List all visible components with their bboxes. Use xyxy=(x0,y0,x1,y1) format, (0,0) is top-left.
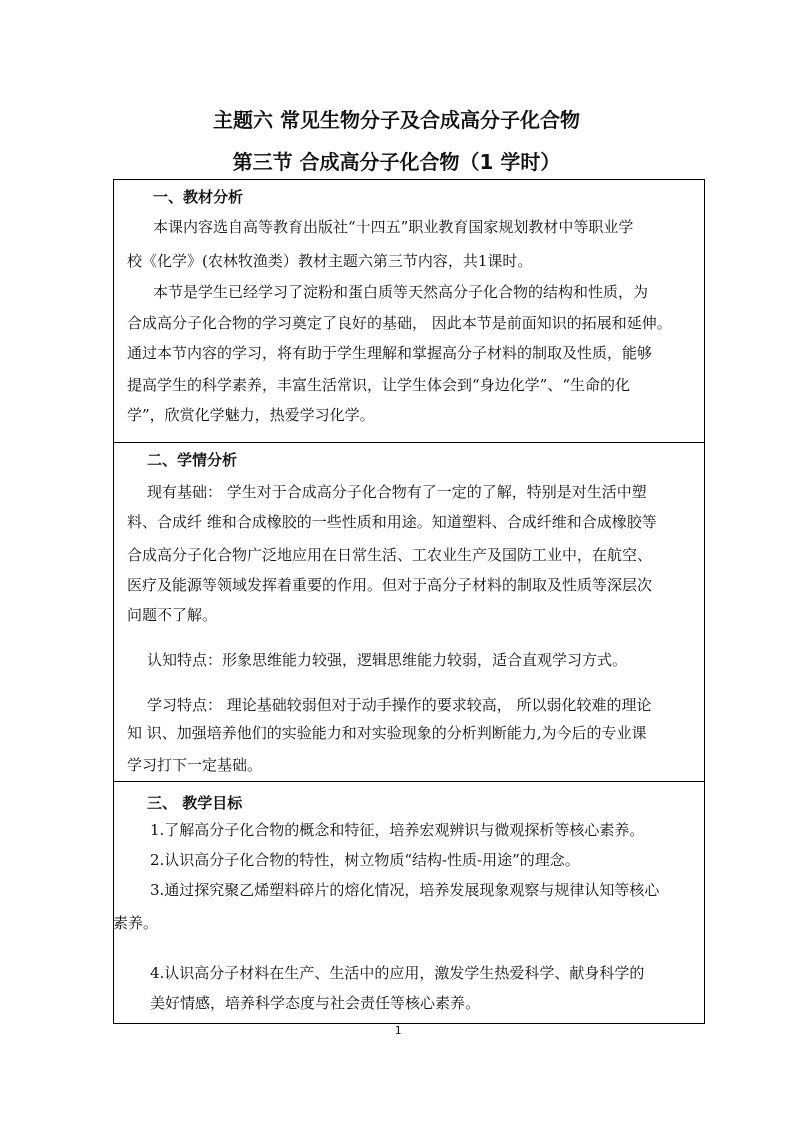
goal-item: 素养。 xyxy=(113,914,159,932)
paragraph-line: 学习打下一定基础。 xyxy=(127,756,263,774)
paragraph-line: 医疗及能源等领域发挥着重要的作用。但对于高分子材料的制取及性质等深层次 xyxy=(127,576,653,594)
paragraph-line: 学习特点： 理论基础较弱但对于动手操作的要求较高， 所以弱化较难的理论 xyxy=(147,696,652,714)
paragraph-line: 合成高分子化合物的学习奠定了良好的基础， 因此本节是前面知识的拓展和延伸。 xyxy=(127,314,672,332)
paragraph-line: 学”，欣赏化学魅力，热爱学习化学。 xyxy=(127,406,375,424)
section-heading: 二、学情分析 xyxy=(147,451,238,469)
paragraph-line: 问题不了解。 xyxy=(127,606,218,624)
goal-item: 2.认识高分子化合物的特性，树立物质“结构-性质-用途”的理念。 xyxy=(150,851,580,869)
section-teaching-goals xyxy=(113,781,705,1024)
paragraph-line: 合成高分子化合物广泛地应用在日常生活、工农业生产及国防工业中，在航空、 xyxy=(127,546,653,564)
paragraph-line: 料、合成纤 维和合成橡胶的一些性质和用途。知道塑料、合成纤维和合成橡胶等 xyxy=(127,513,657,531)
page-number: 1 xyxy=(394,1024,402,1037)
paragraph-line: 校《化学》(农林牧渔类）教材主题六第三节内容，共1课时。 xyxy=(127,252,533,270)
paragraph-line: 知 识、加强培养他们的实验能力和对实验现象的分析判断能力,为今后的专业课 xyxy=(127,724,647,742)
goal-item: 3.通过探究聚乙烯塑料碎片的熔化情况，培养发展现象观察与规律认知等核心 xyxy=(150,881,660,899)
paragraph-line: 本节是学生已经学习了淀粉和蛋白质等天然高分子化合物的结构和性质，为 xyxy=(153,283,649,301)
section-heading: 一、教材分析 xyxy=(153,188,244,206)
goal-item: 4.认识高分子材料在生产、生活中的应用，激发学生热爱科学、献身科学的 xyxy=(150,964,645,982)
section-heading: 三、 教学目标 xyxy=(147,794,243,812)
document-title: 主题六 常见生物分子及合成高分子化合物 xyxy=(213,108,580,132)
paragraph-line: 提高学生的科学素养，丰富生活常识，让学生体会到“身边化学”、“生命的化 xyxy=(127,376,631,394)
paragraph-line: 现有基础： 学生对于合成高分子化合物有了一定的了解，特别是对生活中塑 xyxy=(147,483,647,501)
paragraph-line: 本课内容选自高等教育出版社“十四五”职业教育国家规划教材中等职业学 xyxy=(153,218,634,236)
paragraph-line: 认知特点：形象思维能力较强，逻辑思维能力较弱，适合直观学习方式。 xyxy=(147,651,628,669)
paragraph-line: 通过本节内容的学习，将有助于学生理解和掌握高分子材料的制取及性质，能够 xyxy=(127,344,653,362)
goal-item: 美好情感，培养科学态度与社会责任等核心素养。 xyxy=(150,994,481,1012)
section-subtitle: 第三节 合成高分子化合物（1 学时） xyxy=(232,150,561,174)
goal-item: 1.了解高分子化合物的概念和特征，培养宏观辨识与微观探析等核心素养。 xyxy=(150,821,645,839)
